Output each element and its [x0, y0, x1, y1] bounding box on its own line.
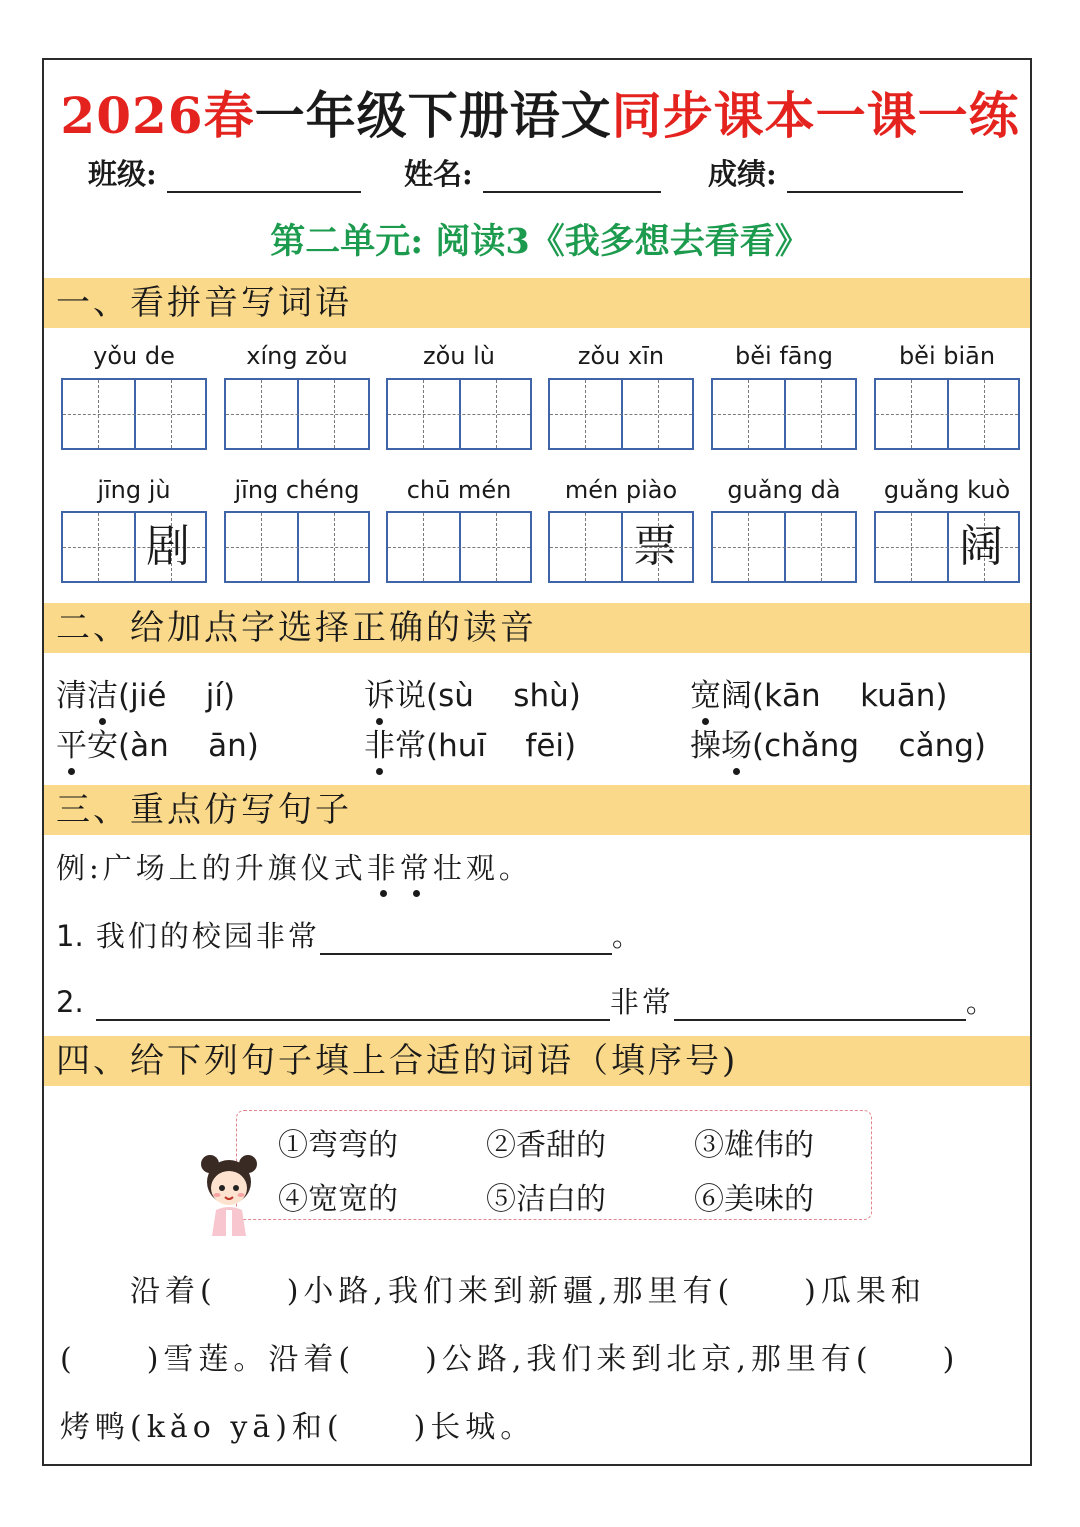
writing-grid[interactable] [61, 378, 207, 450]
pinyin-label: zǒu xīn [577, 342, 665, 370]
section1-title: 一、看拼音写词语 [56, 283, 352, 323]
example-dot-char-2: 常 [400, 846, 433, 887]
sentence-1-blank[interactable] [320, 925, 612, 955]
word-option-2: ②香甜的 [486, 1128, 606, 1163]
name-label: 姓名: [404, 157, 473, 191]
score-field [708, 152, 963, 193]
given-character: 剧 [146, 521, 190, 572]
class-label: 班级: [88, 157, 157, 191]
dotted-char: 平 [56, 720, 87, 765]
pronunciation-item [364, 670, 581, 715]
writing-grid[interactable] [874, 378, 1020, 450]
pinyin-label: guǎng dà [727, 476, 841, 504]
dotted-char: 非 [364, 720, 395, 765]
pinyin-label: chū mén [406, 476, 512, 504]
section2-title: 二、给加点字选择正确的读音 [56, 608, 537, 648]
unit-title: 第二单元: 阅读3《我多想去看看》 [270, 221, 810, 262]
girl-illustration-icon [196, 1150, 262, 1236]
pinyin-label: zǒu lù [423, 342, 495, 370]
pinyin-options[interactable]: (sù shù) [426, 678, 581, 714]
sentence-2-blank-1[interactable] [96, 991, 610, 1021]
pronunciation-item [690, 720, 986, 765]
sentence-2-number: 2. [56, 985, 84, 1019]
pronunciation-item [690, 670, 948, 715]
page-title [0, 76, 1080, 148]
writing-grid[interactable] [548, 511, 694, 583]
passage-line-2: ( )雪莲。沿着( )公路,我们来到北京,那里有( ) [60, 1342, 960, 1377]
sentence-2-mid: 非常 [609, 985, 674, 1019]
word-option-6: ⑥美味的 [694, 1182, 814, 1217]
sentence-1-number: 1. [56, 919, 84, 953]
word-char: 清 [56, 678, 87, 714]
writing-grid[interactable] [61, 511, 207, 583]
word-option-4: ④宽宽的 [278, 1182, 398, 1217]
example-suffix: 壮观。 [432, 851, 532, 885]
pronunciation-item [364, 720, 576, 765]
pinyin-options[interactable]: (jié jí) [118, 678, 236, 714]
writing-grid[interactable] [386, 511, 532, 583]
example-sentence [56, 846, 532, 887]
dotted-char: 宽 [690, 670, 721, 715]
writing-grid[interactable] [548, 378, 694, 450]
example-prefix: 例:广场上的升旗仪式 [56, 851, 367, 885]
sentence-1-text: 我们的校园非常 [95, 919, 320, 953]
writing-grid[interactable] [874, 511, 1020, 583]
writing-grid[interactable] [711, 378, 857, 450]
word-char: 安 [87, 728, 118, 764]
passage-line-3: 烤鸭(kǎo yā)和( )长城。 [60, 1410, 536, 1445]
passage-line-1-text: 沿着( )小路,我们来到新疆,那里有( )瓜果和 [130, 1274, 926, 1309]
word-char: 操 [690, 728, 721, 764]
pronunciation-item [56, 720, 259, 765]
writing-grid[interactable] [711, 511, 857, 583]
name-blank[interactable] [483, 161, 661, 193]
score-label: 成绩: [708, 157, 777, 191]
section3-title: 三、重点仿写句子 [56, 790, 352, 830]
pinyin-label: běi fāng [735, 342, 833, 370]
sentence-2-blank-2[interactable] [674, 991, 966, 1021]
title-grade: 一年级下册语文 [254, 86, 612, 145]
word-char: 说 [395, 678, 426, 714]
word-char: 阔 [721, 678, 752, 714]
title-year: 2026春 [60, 86, 255, 145]
pinyin-label: jīng jù [97, 476, 171, 504]
pinyin-label: běi biān [898, 342, 996, 370]
sentence-1 [56, 914, 644, 955]
pinyin-label: jīng chéng [234, 476, 360, 504]
score-blank[interactable] [787, 161, 963, 193]
name-field [404, 152, 661, 193]
word-option-3: ③雄伟的 [694, 1128, 814, 1163]
sentence-2 [56, 980, 998, 1021]
writing-grid[interactable] [386, 378, 532, 450]
pinyin-label: mén piào [564, 476, 678, 504]
example-dot-char-1: 非 [367, 846, 400, 887]
pinyin-label: guǎng kuò [883, 476, 1011, 504]
dotted-char: 诉 [364, 670, 395, 715]
writing-grid[interactable] [224, 511, 370, 583]
given-character: 票 [633, 521, 677, 572]
writing-grid[interactable] [224, 378, 370, 450]
passage-line-1 [60, 1266, 926, 1310]
dotted-char: 洁 [87, 670, 118, 715]
pinyin-options[interactable]: (àn ān) [118, 728, 259, 764]
pinyin-options[interactable]: (chǎng cǎng) [752, 728, 986, 764]
pinyin-label: yǒu de [93, 342, 175, 370]
sentence-2-end: 。 [965, 985, 998, 1019]
title-practice: 同步课本一课一练 [611, 86, 1020, 145]
given-character: 阔 [959, 521, 1003, 572]
pinyin-label: xíng zǒu [246, 342, 348, 370]
word-option-1: ①弯弯的 [278, 1128, 398, 1163]
dotted-char: 场 [721, 720, 752, 765]
section4-title: 四、给下列句子填上合适的词语（填序号) [56, 1041, 739, 1081]
pinyin-options[interactable]: (kān kuān) [752, 678, 948, 714]
word-char: 常 [395, 728, 426, 764]
sentence-1-end: 。 [611, 919, 644, 953]
class-field [88, 152, 361, 193]
pronunciation-item [56, 670, 235, 715]
pinyin-options[interactable]: (huī fēi) [426, 728, 577, 764]
class-blank[interactable] [167, 161, 361, 193]
word-option-5: ⑤洁白的 [486, 1182, 606, 1217]
